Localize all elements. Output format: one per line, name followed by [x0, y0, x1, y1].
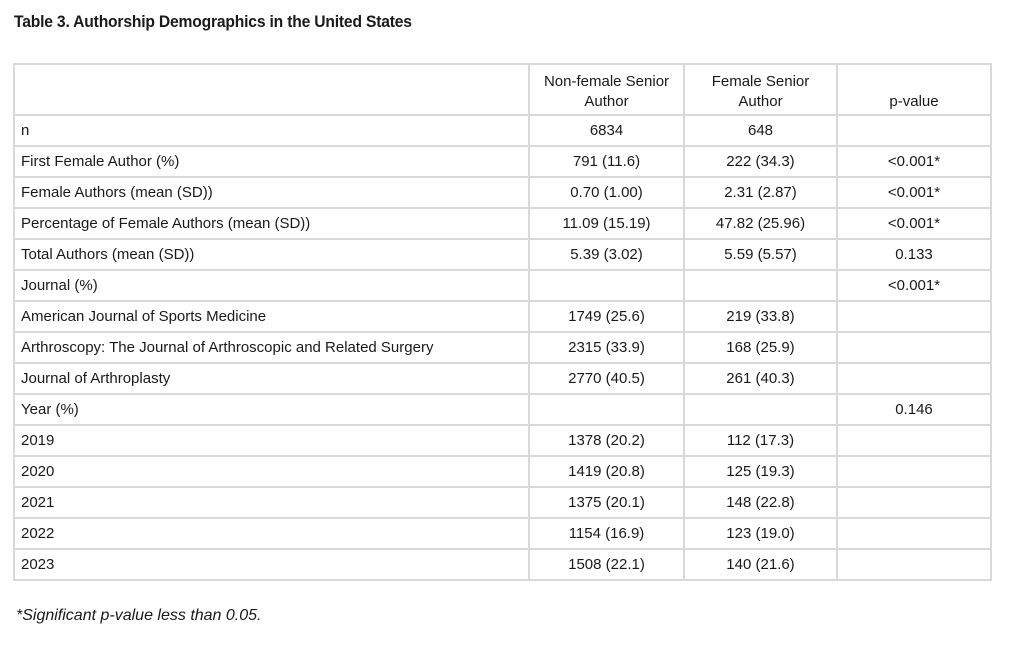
p-value: 0.146 [837, 394, 991, 425]
row-label: 2021 [14, 487, 529, 518]
table-row [14, 115, 991, 146]
p-value [837, 363, 991, 394]
row-label: Female Authors (mean (SD)) [14, 177, 529, 208]
row-label: 2019 [14, 425, 529, 456]
p-value [837, 487, 991, 518]
table-row [14, 332, 991, 363]
nonfemale-value [529, 394, 684, 425]
nonfemale-value: 2770 (40.5) [529, 363, 684, 394]
female-value: 5.59 (5.57) [684, 239, 837, 270]
row-label: Journal (%) [14, 270, 529, 301]
row-label: 2023 [14, 549, 529, 580]
row-label: n [14, 115, 529, 146]
nonfemale-value: 5.39 (3.02) [529, 239, 684, 270]
p-value [837, 332, 991, 363]
p-value: <0.001* [837, 208, 991, 239]
footnote: *Significant p-value less than 0.05. [16, 607, 262, 624]
female-value [684, 270, 837, 301]
table-row [14, 208, 991, 239]
female-value: 125 (19.3) [684, 456, 837, 487]
row-label: 2020 [14, 456, 529, 487]
table-row [14, 177, 991, 208]
table-title: Table 3. Authorship Demographics in the United States [14, 12, 412, 31]
female-value: 123 (19.0) [684, 518, 837, 549]
p-value [837, 456, 991, 487]
nonfemale-value: 11.09 (15.19) [529, 208, 684, 239]
female-value: 2.31 (2.87) [684, 177, 837, 208]
nonfemale-value: 1154 (16.9) [529, 518, 684, 549]
p-value: <0.001* [837, 177, 991, 208]
female-value: 222 (34.3) [684, 146, 837, 177]
demographics-table [13, 63, 992, 581]
p-value [837, 301, 991, 332]
p-value [837, 425, 991, 456]
p-value: <0.001* [837, 270, 991, 301]
row-label: Year (%) [14, 394, 529, 425]
p-value [837, 518, 991, 549]
female-value: 47.82 (25.96) [684, 208, 837, 239]
table-row [14, 456, 991, 487]
p-value [837, 115, 991, 146]
row-label: Arthroscopy: The Journal of Arthroscopic and Related Surgery [14, 332, 529, 363]
nonfemale-value: 6834 [529, 115, 684, 146]
p-value: 0.133 [837, 239, 991, 270]
female-value: 219 (33.8) [684, 301, 837, 332]
female-value: 112 (17.3) [684, 425, 837, 456]
header-row [14, 64, 991, 115]
female-value [684, 394, 837, 425]
female-value: 261 (40.3) [684, 363, 837, 394]
nonfemale-value: 1378 (20.2) [529, 425, 684, 456]
row-label: American Journal of Sports Medicine [14, 301, 529, 332]
row-label: 2022 [14, 518, 529, 549]
nonfemale-value: 1375 (20.1) [529, 487, 684, 518]
row-label: First Female Author (%) [14, 146, 529, 177]
nonfemale-value: 1749 (25.6) [529, 301, 684, 332]
p-value: <0.001* [837, 146, 991, 177]
header-female-senior-author: Female Senior Author [684, 64, 837, 115]
nonfemale-value [529, 270, 684, 301]
row-label: Percentage of Female Authors (mean (SD)) [14, 208, 529, 239]
p-value [837, 549, 991, 580]
table-row [14, 394, 991, 425]
header-p-value: p-value [837, 64, 991, 115]
nonfemale-value: 0.70 (1.00) [529, 177, 684, 208]
row-label: Journal of Arthroplasty [14, 363, 529, 394]
female-value: 140 (21.6) [684, 549, 837, 580]
header-nonfemale-senior-author: Non-female Senior Author [529, 64, 684, 115]
table-row [14, 363, 991, 394]
table-row [14, 270, 991, 301]
table-row [14, 239, 991, 270]
nonfemale-value: 791 (11.6) [529, 146, 684, 177]
table-row [14, 487, 991, 518]
table-row [14, 425, 991, 456]
nonfemale-value: 1508 (22.1) [529, 549, 684, 580]
table-row [14, 301, 991, 332]
female-value: 148 (22.8) [684, 487, 837, 518]
female-value: 648 [684, 115, 837, 146]
header-blank [14, 64, 529, 115]
nonfemale-value: 1419 (20.8) [529, 456, 684, 487]
table-row [14, 146, 991, 177]
table-row [14, 518, 991, 549]
row-label: Total Authors (mean (SD)) [14, 239, 529, 270]
table-row [14, 549, 991, 580]
nonfemale-value: 2315 (33.9) [529, 332, 684, 363]
female-value: 168 (25.9) [684, 332, 837, 363]
